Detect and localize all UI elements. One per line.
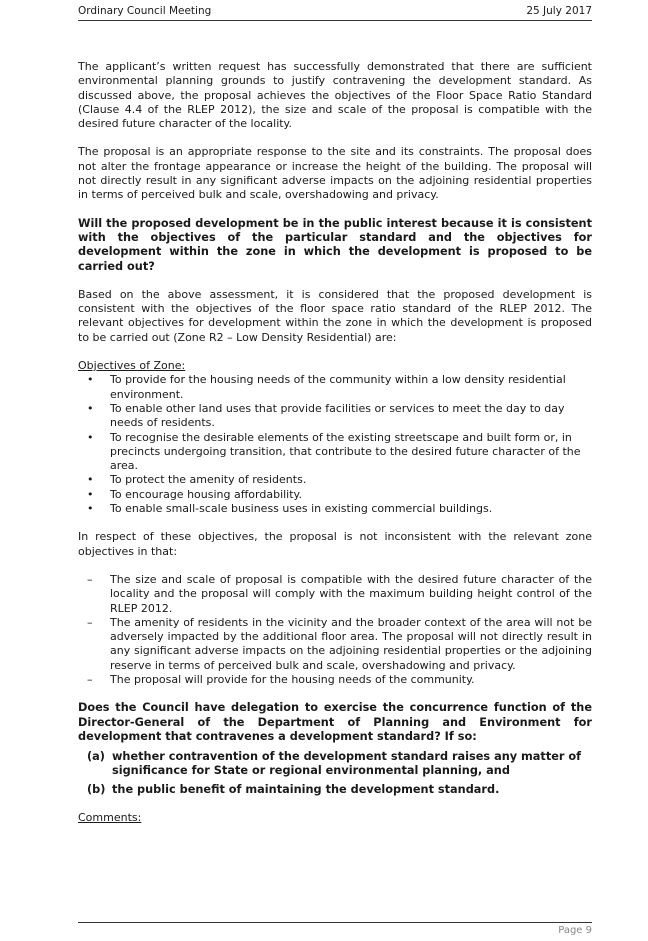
header-date: 25 July 2017	[526, 5, 592, 17]
bullet-icon: •	[87, 502, 94, 516]
list-item: • To recognise the desirable elements of the existing streetscape and built form or, in precincts undergoing transition, that contribute to the desired future character of the area.	[87, 430, 581, 473]
list-item: (a) whether contravention of the development standard raises any matter of significance for State or regional environmental planning, and	[87, 750, 582, 778]
page-header	[78, 4, 592, 21]
objectives-heading: Objectives of Zone:	[78, 359, 186, 373]
page-number: Page 9	[558, 925, 592, 936]
footer-divider	[78, 922, 592, 923]
paragraph-site-response: The proposal is an appropriate response to the site and its constraints. The proposal does not alter the frontage appearance or increase the height of the building. The proposal will not directly result in any significant adverse impacts on the adjoining residential properties in terms of perceived bulk and scale, overshadowing and privacy.	[78, 145, 592, 202]
dash-icon: –	[87, 672, 93, 686]
question-public-interest: Will the proposed development be in the public interest because it is consistent with the objectives of the particular standard and the objectives for development within the zone in which the development is proposed to be carried out?	[78, 216, 592, 273]
reasons-list	[78, 573, 592, 687]
list-item: • To enable small-scale business uses in existing commercial buildings.	[87, 502, 493, 516]
header-meeting-title: Ordinary Council Meeting	[78, 5, 212, 17]
objectives-list	[78, 373, 592, 516]
list-item: • To protect the amenity of residents.	[87, 473, 307, 487]
bullet-icon: •	[87, 487, 94, 501]
paragraph-assessment: Based on the above assessment, it is considered that the proposed development is consistent with the objectives of the floor space ratio standard of the RLEP 2012. The relevant objectives for development within the zone in which the development is proposed to be carried out (Zone R2 – Low Density Residential) are:	[78, 287, 592, 344]
list-item: – The amenity of residents in the vicinity and the broader context of the area will not be adversely impacted by the additional floor area. The proposal will not directly result in any significant adverse impacts on the adjoining residential properties or the adjoining reserve in terms of perceived bulk and scale, overshadowing and privacy.	[87, 615, 592, 672]
list-item: – The size and scale of proposal is compatible with the desired future character of the locality and the proposal will comply with the maximum building height control of the RLEP 2012.	[87, 572, 592, 615]
bullet-icon: •	[87, 430, 94, 444]
list-item: (b) the public benefit of maintaining the development standard.	[87, 782, 500, 796]
question-delegation: Does the Council have delegation to exercise the concurrence function of the Director-General of the Department of Planning and Environment for development that contravenes a development standard? If so:	[78, 701, 592, 743]
list-item: – The proposal will provide for the housing needs of the community.	[87, 672, 475, 686]
bullet-icon: •	[87, 473, 94, 487]
dash-icon: –	[87, 572, 93, 586]
list-item: • To encourage housing affordability.	[87, 487, 302, 501]
comments-heading: Comments:	[78, 811, 142, 825]
conditions-list	[78, 750, 592, 797]
bullet-icon: •	[87, 373, 94, 387]
dash-icon: –	[87, 615, 93, 629]
paragraph-justification: The applicant’s written request has successfully demonstrated that there are sufficient environmental planning grounds to justify contravening the development standard. As discussed above, the proposal achieves the objectives of the Floor Space Ratio Standard (Clause 4.4 of the RLEP 2012), the size and scale of the proposal is compatible with the desired future character of the locality.	[78, 60, 592, 131]
document-body	[78, 60, 592, 825]
list-item: • To enable other land uses that provide facilities or services to meet the day to day needs of residents.	[87, 401, 565, 430]
list-item: • To provide for the housing needs of the community within a low density residential environment.	[87, 373, 566, 401]
bullet-icon: •	[87, 401, 94, 415]
paragraph-respect: In respect of these objectives, the proposal is not inconsistent with the relevant zone objectives in that:	[78, 530, 592, 558]
